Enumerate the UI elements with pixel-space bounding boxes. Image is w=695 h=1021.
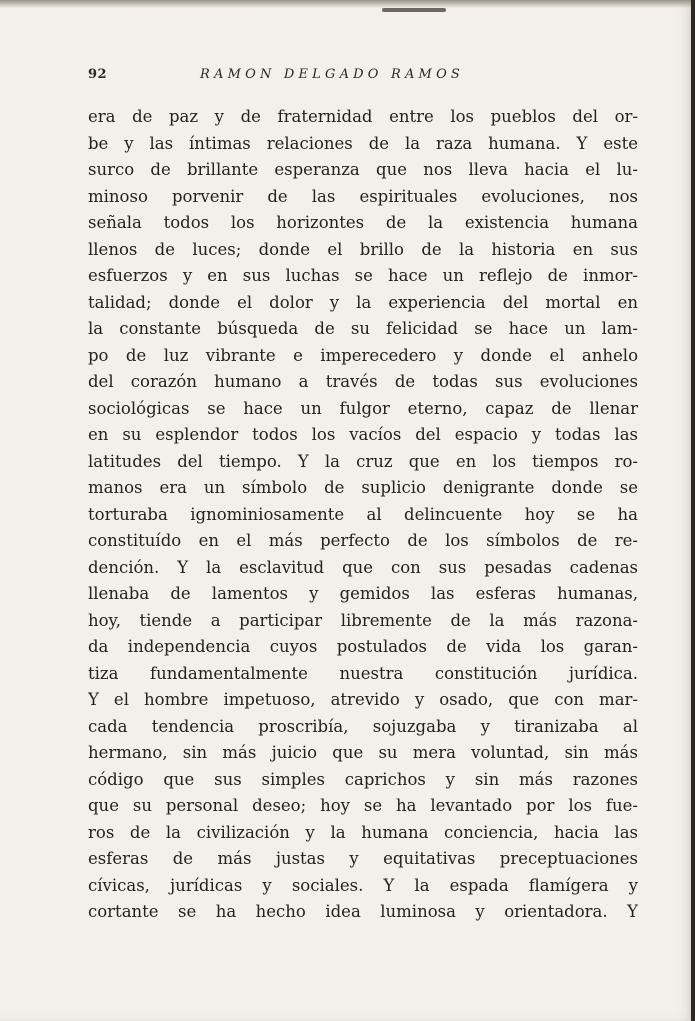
text-line: hoy, tiende a participar libremente de la más razona- [88,610,638,630]
text-line: tiza fundamentalmente nuestra constitución jurídica. [88,663,638,683]
text-line: llenaba de lamentos y gemidos las esferas humanas, [88,584,638,603]
text-line: surco de brillante esperanza que nos lleva hacia el lu- [88,160,638,179]
text-line: la constante búsqueda de su felicidad se hace un lam- [88,319,638,338]
text-line: cívicas, jurídicas y sociales. Y la espada flamígera y [88,875,638,895]
text-line: ros de la civilización y la humana conciencia, hacia las [88,822,638,842]
text-line: torturaba ignominiosamente al delincuente hoy se ha [88,504,638,524]
body-text [88,104,638,926]
page-number: 92 [88,67,108,82]
text-line: dención. Y la esclavitud que con sus pesadas cadenas [88,557,638,577]
text-line: hermano, sin más juicio que su mera voluntad, sin más [88,743,638,762]
text-line: cortante se ha hecho idea luminosa y orientadora. Y [88,902,638,921]
page-right-edge [691,0,695,1021]
text-line: da independencia cuyos postulados de vida los garan- [88,637,638,656]
text-line: esfuerzos y en sus luchas se hace un reflejo de inmor- [88,266,638,285]
text-line: minoso porvenir de las espirituales evoluciones, nos [88,186,638,206]
text-line: llenos de luces; donde el brillo de la historia en sus [88,239,638,259]
text-line: esferas de más justas y equitativas preceptuaciones [88,849,638,868]
text-line: latitudes del tiempo. Y la cruz que en los tiempos ro- [88,451,638,471]
text-line: que su personal deseo; hoy se ha levantado por los fue- [88,796,638,815]
text-line: Y el hombre impetuoso, atrevido y osado, que con mar- [88,690,638,709]
text-line: sociológicas se hace un fulgor eterno, capaz de llenar [88,398,638,418]
text-line: del corazón humano a través de todas sus evoluciones [88,372,638,391]
text-line: cada tendencia proscribía, sojuzgaba y tiranizaba al [88,716,638,736]
text-line: código que sus simples caprichos y sin más razones [88,769,638,789]
text-line: señala todos los horizontes de la existencia humana [88,213,638,232]
text-line: constituído en el más perfecto de los símbolos de re- [88,531,638,550]
running-head-author: RAMON DELGADO RAMOS [200,67,465,82]
text-line: era de paz y de fraternidad entre los pueblos del or- [88,107,638,126]
text-line: be y las íntimas relaciones de la raza humana. Y este [88,133,638,153]
text-line: po de luz vibrante e imperecedero y donde el anhelo [88,345,638,365]
text-line: talidad; donde el dolor y la experiencia del mortal en [88,292,638,312]
binding-mark [382,8,446,12]
page-header [0,67,695,87]
page-top-edge [0,0,695,8]
text-line: en su esplendor todos los vacíos del espacio y todas las [88,425,638,444]
text-line: manos era un símbolo de suplicio denigrante donde se [88,478,638,497]
